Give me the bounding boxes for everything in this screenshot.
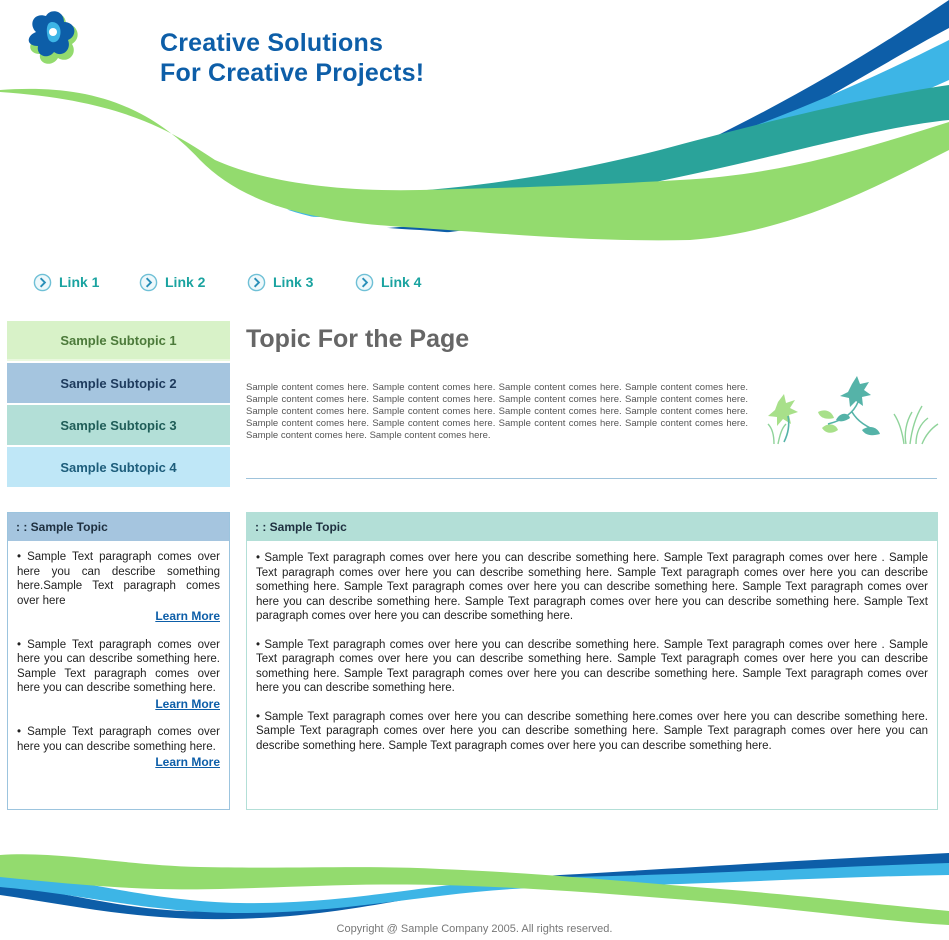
headline-line-1: Creative Solutions	[160, 29, 384, 57]
sidebar-subtopic-4[interactable]: Sample Subtopic 4	[7, 447, 230, 487]
arrow-circle-right-icon	[355, 273, 374, 292]
header-wave-graphic	[0, 0, 949, 250]
left-panel-paragraph: • Sample Text paragraph comes over here you can describe something here.	[17, 726, 220, 753]
list-item	[17, 550, 220, 624]
nav-link-label: Link 2	[165, 274, 206, 290]
left-sample-topic-panel	[7, 512, 230, 810]
arrow-circle-right-icon	[139, 273, 158, 292]
left-panel-heading: : : Sample Topic	[8, 513, 229, 541]
list-item	[17, 638, 220, 712]
right-panel-paragraph: • Sample Text paragraph comes over here you can describe something here. Sample Text paragraph comes over here . Sample Text paragraph comes over here you can describe something here. Sample Text paragraph comes over here you can describe something here. Sample Text paragraph comes over here you can describe something here. Sample Text paragraph comes over here you can describe something here.	[256, 638, 928, 694]
nav-link-1[interactable]	[33, 272, 99, 292]
headline-line-2: For Creative Projects!	[160, 59, 425, 87]
divider	[246, 478, 937, 479]
plants-illustration	[766, 372, 942, 446]
nav-link-2[interactable]	[139, 272, 205, 292]
learn-more-link[interactable]: Learn More	[155, 609, 220, 623]
right-panel-body	[247, 541, 937, 753]
nav-link-label: Link 1	[59, 274, 100, 290]
sidebar-subtopic-1[interactable]: Sample Subtopic 1	[7, 321, 230, 361]
page-title: Topic For the Page	[246, 325, 470, 353]
sidebar-subtopic-2[interactable]: Sample Subtopic 2	[7, 363, 230, 403]
left-panel-paragraph: • Sample Text paragraph comes over here you can describe something here.Sample Text paragraph comes over here	[17, 551, 220, 607]
learn-more-link[interactable]: Learn More	[155, 696, 220, 711]
nav-link-label: Link 3	[273, 274, 314, 290]
copyright-text: Copyright @ Sample Company 2005. All rights reserved.	[336, 923, 613, 935]
list-item	[17, 725, 220, 770]
right-panel-heading: : : Sample Topic	[247, 513, 937, 541]
nav-link-label: Link 4	[381, 274, 422, 290]
arrow-circle-right-icon	[33, 273, 52, 292]
arrow-circle-right-icon	[247, 273, 266, 292]
learn-more-link[interactable]: Learn More	[155, 755, 220, 769]
footer-wave-graphic	[0, 845, 949, 925]
right-sample-topic-panel	[246, 512, 938, 810]
right-panel-paragraph: • Sample Text paragraph comes over here you can describe something here. Sample Text paragraph comes over here . Sample Text paragraph comes over here you can describe something here. Sample Text paragraph comes over here you can describe something here. Sample Text paragraph comes over here you can describe something here. Sample Text paragraph comes over here you can describe something here. Sample Text paragraph comes over here you can describe something here. Sample Text paragraph comes over here you can describe something here.	[256, 552, 928, 622]
left-panel-paragraph: • Sample Text paragraph comes over here you can describe something here. Sample Text paragraph comes over here you can describe something here.	[17, 638, 220, 694]
nav-link-3[interactable]	[247, 272, 313, 292]
intro-text: Sample content comes here. Sample content comes here. Sample content comes here. Sample content comes here. Sample content comes here. Sample content comes here. Sample content comes here. Sample content comes here. Sample content comes here. Sample content comes here. Sample content comes here. Sample content comes here. Sample content comes here. Sample content comes here. Sample content comes here. Sample content comes here. Sample content comes here. Sample content comes here.	[246, 382, 748, 441]
sidebar-subtopic-3[interactable]: Sample Subtopic 3	[7, 405, 230, 445]
nav-link-4[interactable]	[355, 272, 421, 292]
flower-logo-icon	[20, 8, 84, 72]
left-panel-body	[8, 541, 229, 770]
right-panel-paragraph: • Sample Text paragraph comes over here you can describe something here.comes over here you can describe something here. Sample Text paragraph comes over here you can describe something here. Sample Text paragraph comes over here you can describe something here. Sample Text paragraph comes over here you can describe something here.	[256, 710, 928, 752]
